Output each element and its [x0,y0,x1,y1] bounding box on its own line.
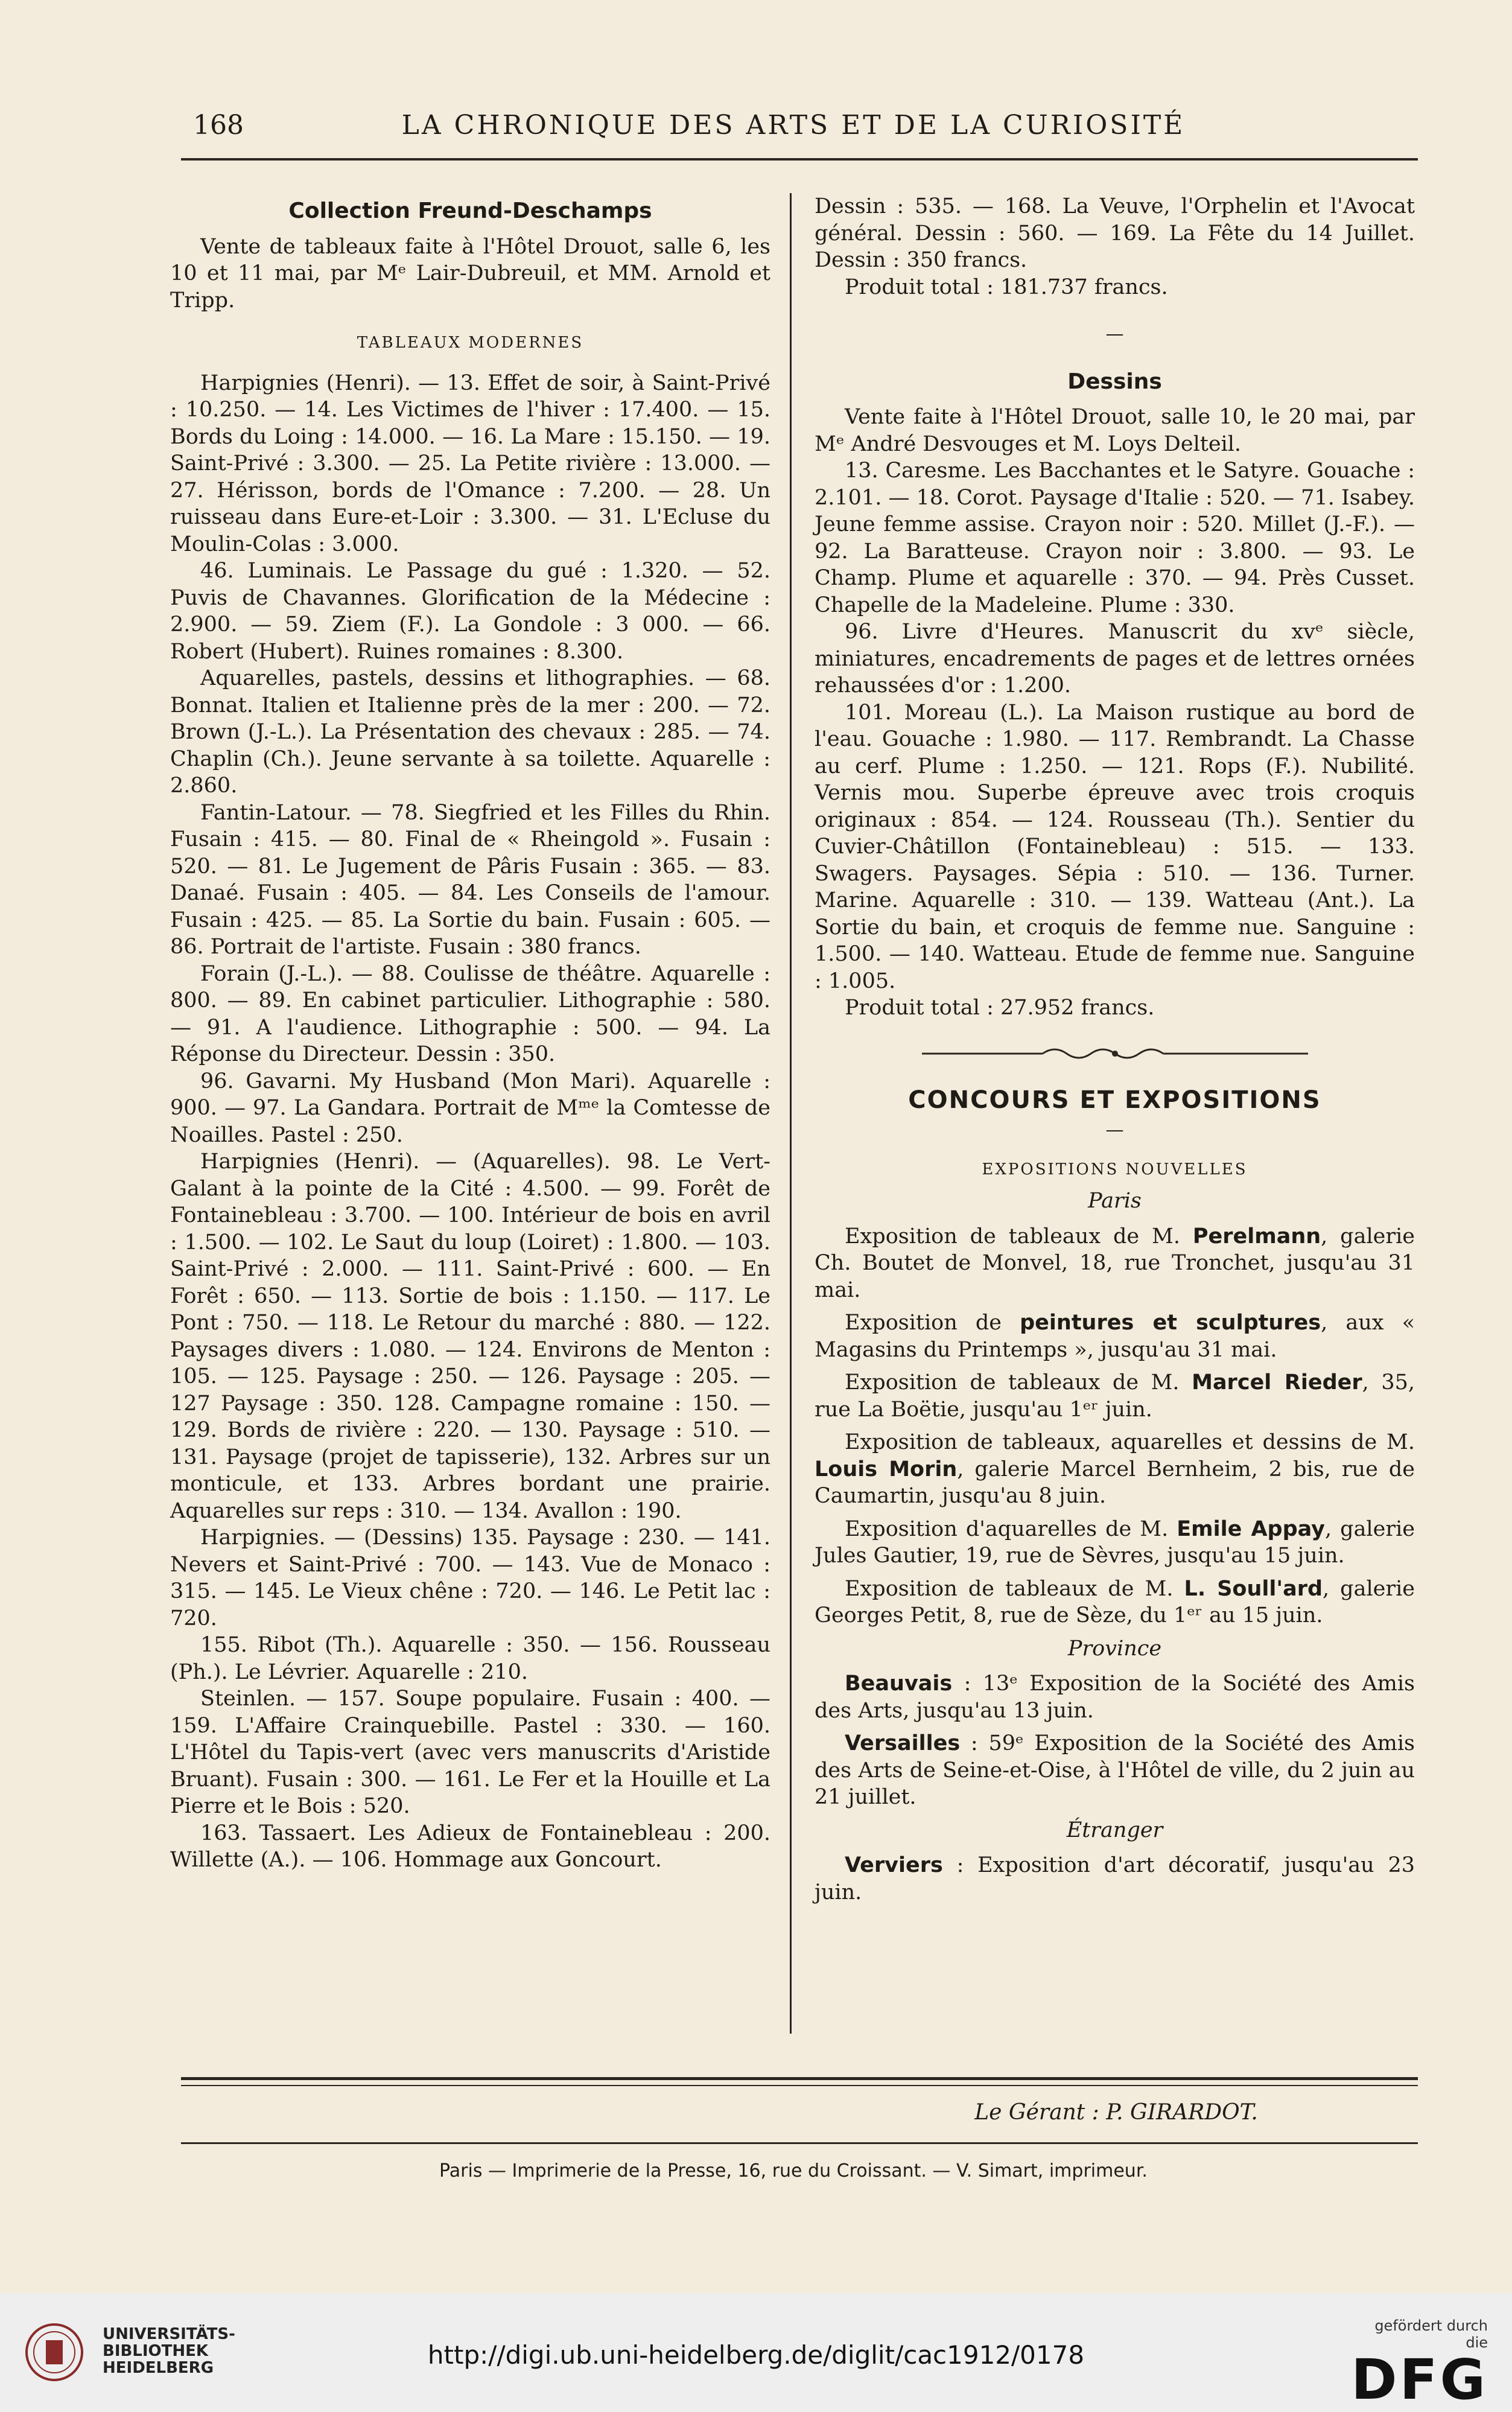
exhibition-entry [815,1309,1415,1363]
exhibition-text: Exposition de tableaux, aquarelles et dessins de M. [845,1430,1415,1454]
exhibition-name: Beauvais [845,1672,953,1696]
exhibition-text: Exposition de [845,1311,1020,1335]
concours-dash: — [1105,1119,1124,1141]
exhibition-text: Exposition de tableaux de M. [845,1224,1193,1249]
sale-lots [170,370,770,1874]
page-header [169,103,1418,157]
library-name-line: HEIDELBERG [103,2359,214,2377]
lot-paragraph: Forain (J.-L.). — 88. Coulisse de théâtre. Aquarelle : 800. — 89. En cabinet particulier. Lithographie : 580. — 91. A l'audience. Lithographie : 500. — 94. La Réponse du Directeur. Dessin : 350. [170,961,770,1066]
bottom-rule-thick [181,2077,1418,2080]
province-exhibitions [815,1670,1415,1811]
exhibition-name: Verviers [845,1853,943,1877]
tableaux-subhead: TABLEAUX MODERNES [357,334,584,352]
exhibition-details: , 35, rue La Boëtie, jusqu'au 1ᵉʳ juin. [815,1370,1415,1422]
lot-paragraph: 96. Gavarni. My Husband (Mon Mari). Aquarelle : 900. — 97. La Gandara. Portrait de Mᵐᵉ la Comtesse de Noailles. Pastel : 250. [170,1069,770,1147]
exhibition-entry [815,1576,1415,1629]
library-name-line: BIBLIOTHEK [103,2342,209,2360]
lot-paragraph: 96. Livre d'Heures. Manuscrit du xvᵉ siècle, miniatures, encadrements de pages et de lettres ornées rehaussées d'or : 1.200. [815,620,1415,698]
page-number: 168 [193,110,244,141]
library-name-line: UNIVERSITÄTS- [103,2325,235,2343]
exhibition-details: , galerie Georges Petit, 8, rue de Sèze, du 1ᵉʳ au 15 juin. [815,1576,1415,1628]
lot-paragraph: 155. Ribot (Th.). Aquarelle : 350. — 156. Rousseau (Ph.). Le Lévrier. Aquarelle : 210. [170,1633,770,1684]
total-second-sale: Produit total : 27.952 francs. [845,996,1155,1020]
dessins-lots [815,457,1415,994]
concours-title: CONCOURS ET EXPOSITIONS [908,1086,1321,1114]
paris-exhibitions [815,1223,1415,1629]
exhibition-name: Marcel Rieder [1192,1370,1362,1395]
imprint-rule [181,2142,1418,2144]
exhibition-name: Louis Morin [815,1457,958,1481]
lot-paragraph: Harpignies (Henri). — 13. Effet de soir, à Saint-Privé : 10.250. — 14. Les Victimes de l'hiver : 17.400. — 15. Bords du Loing : 14.000. — 16. La Mare : 15.150. — 19. Saint-Privé : 3.300. — 25. La Petite rivière : 13.000. — 27. Hérisson, bords de l'Omance : 7.200. — 28. Un ruisseau dans Eure-et-Loir : 3.300. — 31. L'Ecluse du Moulin-Colas : 3.000. [170,371,770,556]
bottom-rule-thin [181,2085,1418,2086]
exhibition-name: L. Soull'ard [1184,1576,1323,1601]
lot-paragraph: 163. Tassaert. Les Adieux de Fontainebleau : 200. Willette (A.). — 106. Hommage aux Goncourt. [170,1821,770,1872]
imprint-line: Paris — Imprimerie de la Presse, 16, rue du Croissant. — V. Simart, imprimeur. [439,2160,1148,2181]
lot-paragraph: 46. Luminais. Le Passage du gué : 1.320. — 52. Puvis de Chavannes. Glorification de la Médecine : 2.900. — 59. Ziem (F.). La Gondole : 3 000. — 66. Robert (Hubert). Ruines romaines : 8.300. [170,559,770,664]
paris-heading: Paris [1088,1189,1142,1213]
gerant-signature: Le Gérant : P. GIRARDOT. [974,2100,1258,2125]
lot-paragraph: Aquarelles, pastels, dessins et lithographies. — 68. Bonnat. Italien et Italienne près de la mer : 200. — 72. Brown (J.-L.). La Présentation des chevaux : 285. — 74. Chaplin (Ch.). Jeune servante à sa toilette. Aquarelle : 2.860. [170,666,770,798]
exhibition-entry [815,1369,1415,1423]
lot-paragraph: Steinlen. — 157. Soupe populaire. Fusain : 400. — 159. L'Affaire Crainquebille. Pastel : 330. — 160. L'Hôtel du Tapis-vert (avec vers manuscrits d'Aristide Bruant). Fusain : 300. — 161. Le Fer et la Houille et La Pierre et le Bois : 520. [170,1687,770,1818]
exhibition-entry [815,1730,1415,1811]
separator-dash: — [1105,323,1124,345]
exhibition-entry [815,1429,1415,1510]
continued-text: Dessin : 535. — 168. La Veuve, l'Orphelin et l'Avocat général. Dessin : 560. — 169. La Fête du 14 Juillet. Dessin : 350 francs. [815,194,1415,272]
total-first-sale: Produit total : 181.737 francs. [845,275,1168,299]
expositions-subhead: EXPOSITIONS NOUVELLES [982,1160,1248,1179]
funded-by-text: gefördert durch die [1374,2317,1488,2351]
viewer-footer [0,2293,1512,2412]
exhibition-details: , galerie Ch. Boutet de Monvel, 18, rue Tronchet, jusqu'au 31 mai. [815,1224,1415,1302]
exhibition-entry [815,1852,1415,1906]
exhibition-details: , aux « Magasins du Printemps », jusqu'au 31 mai. [815,1311,1415,1362]
lot-paragraph: Harpignies. — (Dessins) 135. Paysage : 230. — 141. Nevers et Saint-Privé : 700. — 143. Vue de Monaco : 315. — 145. Le Vieux chêne : 720. — 146. Le Petit lac : 720. [170,1526,770,1631]
exhibition-name: Perelmann [1192,1224,1321,1249]
exhibition-details: , galerie Marcel Bernheim, 2 bis, rue de Caumartin, jusqu'au 8 juin. [815,1457,1415,1508]
exhibition-entry [815,1223,1415,1304]
dfg-wordmark: DFG [1351,2347,1488,2412]
lot-paragraph: 13. Caresme. Les Bacchantes et le Satyre. Gouache : 2.101. — 18. Corot. Paysage d'Italie : 520. — 71. Isabey. Jeune femme assise. Crayon noir : 520. Millet (J.-F.). — 92. La Baratteuse. Crayon noir : 3.800. — 93. Le Champ. Plume et aquarelle : 370. — 94. Près Cusset. Chapelle de la Madeleine. Plume : 330. [815,459,1415,617]
etranger-exhibitions [815,1852,1415,1906]
collection-intro: Vente de tableaux faite à l'Hôtel Drouot, salle 6, les 10 et 11 mai, par Mᵉ Lair-Dubreuil, et MM. Arnold et Tripp. [170,234,770,313]
dfg-logo[interactable] [1349,2317,1488,2412]
dessins-intro: Vente faite à l'Hôtel Drouot, salle 10, le 20 mai, par Mᵉ André Desvouges et M. Loys Delteil. [815,405,1415,456]
exhibition-name: Versailles [845,1731,961,1755]
exhibition-name: peintures et sculptures [1020,1311,1321,1335]
exhibition-entry [815,1516,1415,1570]
lot-paragraph: 101. Moreau (L.). La Maison rustique au bord de l'eau. Gouache : 1.980. — 117. Rembrandt. La Chasse au cerf. Plume : 1.250. — 121. Rops (F.). Nubilité. Vernis mou. Superbe épreuve avec trois croquis originaux : 854. — 124. Rousseau (Th.). Sentier du Cuvier-Châtillon (Fontainebleau) : 515. — 133. Swagers. Paysages. Sépia : 510. — 136. Turner. Marine. Aquarelle : 310. — 139. Watteau (Ant.). La Sortie du bain, et croquis de femme nue. Sanguine : 1.500. — 140. Watteau. Etude de femme nue. Sanguine : 1.005. [815,700,1415,993]
lot-paragraph: Fantin-Latour. — 78. Siegfried et les Filles du Rhin. Fusain : 415. — 80. Final de « Rheingold ». Fusain : 520. — 81. Le Jugement de Pâris Fusain : 365. — 83. Danaé. Fusain : 405. — 84. Les Conseils de l'amour. Fusain : 425. — 85. La Sortie du bain. Fusain : 605. — 86. Portrait de l'artiste. Fusain : 380 francs. [170,800,770,959]
exhibition-details: : Exposition d'art décoratif, jusqu'au 23 juin. [815,1853,1415,1904]
exhibition-text: Exposition de tableaux de M. [845,1370,1192,1395]
permalink-url[interactable]: http://digi.ub.uni-heidelberg.de/diglit/cac1912/0178 [427,2340,1085,2370]
exhibition-text: Exposition de tableaux de M. [845,1576,1184,1601]
exhibition-details: : 59ᵉ Exposition de la Société des Amis des Arts de Seine-et-Oise, à l'Hôtel de ville, du 2 juin au 21 juillet. [815,1731,1415,1809]
running-title: LA CHRONIQUE DES ARTS ET DE LA CURIOSITÉ [401,110,1186,141]
exhibition-entry [815,1670,1415,1724]
column-divider [790,193,792,2034]
left-column [170,193,770,1874]
exhibition-text: Exposition d'aquarelles de M. [845,1516,1177,1541]
etranger-heading: Étranger [1066,1818,1163,1842]
ornament-divider [922,1045,1308,1063]
dessins-title: Dessins [1067,369,1162,394]
collection-title: Collection Freund-Deschamps [288,199,652,223]
province-heading: Province [1067,1636,1162,1661]
exhibition-name: Emile Appay [1177,1516,1325,1541]
right-column [815,193,1415,1912]
header-rule [181,158,1418,161]
exhibition-details: : 13ᵉ Exposition de la Société des Amis des Arts, jusqu'au 13 juin. [815,1672,1415,1723]
exhibition-details: , galerie Jules Gautier, 19, rue de Sèvres, jusqu'au 15 juin. [815,1516,1415,1568]
lot-paragraph: Harpignies (Henri). — (Aquarelles). 98. Le Vert-Galant à la pointe de la Cité : 4.500. — 99. Forêt de Fontainebleau : 3.700. — 100. Intérieur de bois en avril : 1.500. — 102. Le Saut du loup (Loiret) : 1.800. — 103. Saint-Privé : 2.000. — 111. Saint-Privé : 600. — En Forêt : 650. — 113. Sortie de bois : 1.150. — 117. Le Pont : 750. — 118. Le Retour du marché : 880. — 122. Paysages divers : 1.080. — 124. Environs de Menton : 105. — 125. Paysage : 250. — 126. Paysage : 205. — 127 Paysage : 350. 128. Campagne romaine : 150. — 129. Bords de rivière : 220. — 130. Paysage : 510. — 131. Paysage (projet de tapisserie), 132. Arbres sur un monticule, et 133. Arbres bordant une prairie. Aquarelles sur reps : 310. — 134. Avallon : 190. [170,1150,770,1523]
